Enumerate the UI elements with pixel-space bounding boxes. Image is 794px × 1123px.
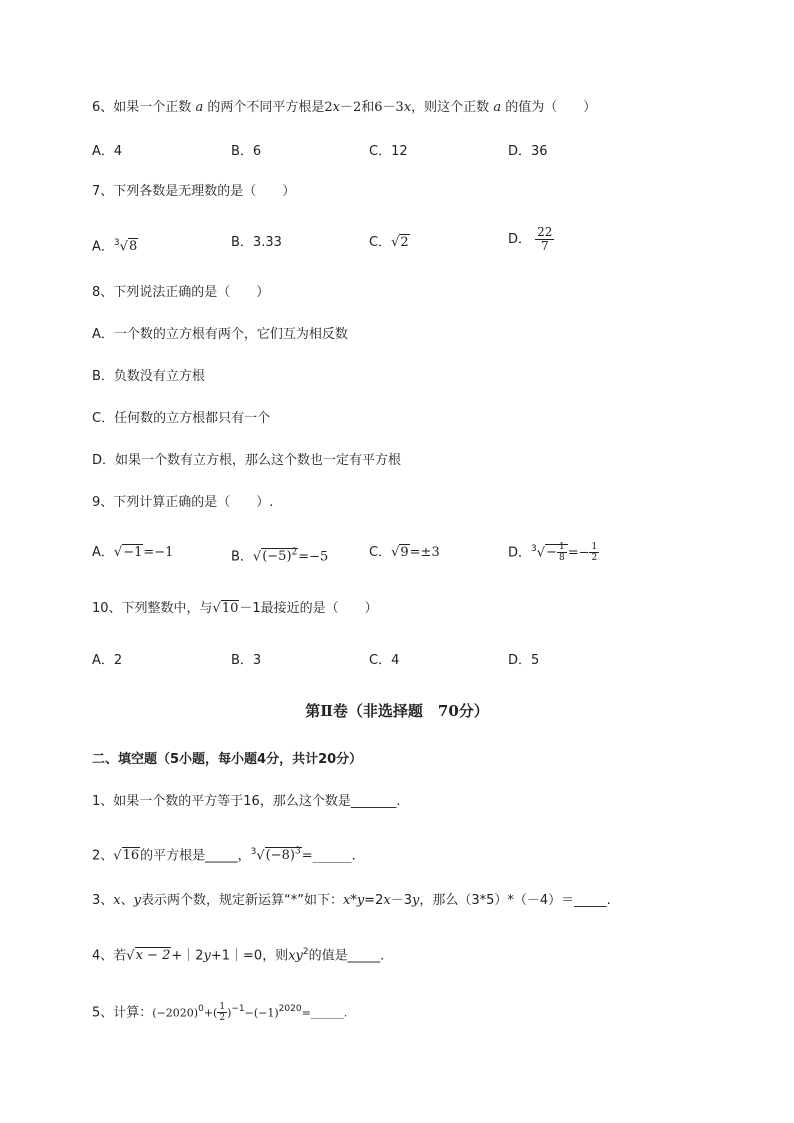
f5-minus: −(−1) xyxy=(244,1006,279,1020)
radical-sign-icon: √ xyxy=(252,549,262,565)
q9-d-radicand-group xyxy=(545,542,568,564)
q7-d-denominator: 7 xyxy=(540,239,549,253)
f4-tail: 的值是_____. xyxy=(308,948,385,964)
f3-definition: x*y xyxy=(342,893,365,908)
f5-numerator: 1 xyxy=(219,1002,226,1013)
q9-c-radicand: 9 xyxy=(400,545,409,560)
q7-option-d[interactable] xyxy=(508,226,554,253)
f3-minus: －3 xyxy=(390,893,412,908)
f5-exp3: 2020 xyxy=(278,1004,302,1014)
f5-denominator: 2 xyxy=(219,1013,226,1024)
fill-question-1: 1、如果一个数的平方等于16，那么这个数是_______. xyxy=(92,794,401,809)
fill-question-2 xyxy=(92,843,356,865)
radical-sign-icon: √ xyxy=(536,545,546,561)
f4-abs-open: +｜2 xyxy=(171,948,204,964)
q9-d-result-fraction xyxy=(589,542,599,563)
radical-sign-icon: √ xyxy=(391,545,400,560)
f3-var-y-2: y xyxy=(411,893,420,908)
q6-text2: 的两个不同平方根是 xyxy=(207,100,325,115)
q9-d-denominator: 8 xyxy=(558,553,565,564)
q6-expr1-var: x xyxy=(332,100,340,115)
f3-var-x: x xyxy=(113,893,121,908)
q10-text2: －1最接近的是（ ） xyxy=(239,601,378,616)
q6-expr1-coef: 2 xyxy=(324,100,333,115)
q6-var-a-2: a xyxy=(493,100,502,115)
fill-question-4 xyxy=(92,943,384,965)
q9-b-radicand-group xyxy=(261,548,298,564)
q7-option-b[interactable]: B．3.33 xyxy=(231,235,282,250)
f5-tail: =______. xyxy=(301,1006,348,1020)
q9-option-d[interactable] xyxy=(508,540,599,563)
q7-d-label: D． xyxy=(508,232,532,247)
question-10-stem xyxy=(92,600,378,618)
q9-d-equals: =− xyxy=(567,545,590,561)
q10-option-c[interactable]: C．4 xyxy=(369,653,400,668)
q8-option-a[interactable]: A．一个数的立方根有两个，它们互为相反数 xyxy=(92,327,348,342)
f3-tail: ，那么（3*5）*（－4）＝_____. xyxy=(419,893,611,908)
question-6-stem xyxy=(92,99,596,117)
q9-a-label: A． xyxy=(92,545,114,560)
q9-option-a[interactable] xyxy=(92,544,173,562)
q6-expr1-const: －2 xyxy=(339,100,362,115)
question-9-stem: 9、下列计算正确的是（ ）. xyxy=(92,495,274,510)
q7-d-fraction xyxy=(535,226,554,253)
f3-number: 3、 xyxy=(92,893,114,908)
q10-option-d[interactable]: D．5 xyxy=(508,653,540,668)
q8-option-b[interactable]: B．负数没有立方根 xyxy=(92,369,205,384)
part-2-title: 第Ⅱ卷（非选择题 70分） xyxy=(305,702,489,720)
f5-close: ) xyxy=(227,1006,232,1020)
question-8-stem: 8、下列说法正确的是（ ） xyxy=(92,285,270,300)
f2-root-index: 3 xyxy=(250,847,257,857)
radical-sign-icon: √ xyxy=(212,601,221,616)
q9-d-sign: − xyxy=(546,545,557,561)
fill-question-5 xyxy=(92,1000,347,1023)
q10-option-a[interactable]: A．2 xyxy=(92,653,123,668)
f2-text: 的平方根是_____， xyxy=(140,848,251,864)
f3-text: 表示两个数，规定新运算“*”如下： xyxy=(141,893,343,908)
q6-text4: 的值为（ ） xyxy=(505,100,597,115)
q9-c-rhs: =±3 xyxy=(409,545,440,560)
radical-sign-icon: √ xyxy=(119,239,128,255)
q9-d-numerator: 1 xyxy=(558,542,565,553)
f2-exponent: 3 xyxy=(294,847,301,857)
q9-a-rhs: =−1 xyxy=(143,545,174,560)
q6-text3: ，则这个正数 xyxy=(411,100,490,115)
q9-d-label: D． xyxy=(508,545,532,561)
q6-and: 和 xyxy=(361,100,375,115)
f5-exp2: −1 xyxy=(231,1004,245,1014)
q9-a-radicand: −1 xyxy=(123,545,143,560)
q8-option-d[interactable]: D．如果一个数有立方根，那么这个数也一定有平方根 xyxy=(92,453,402,468)
f5-plus: +( xyxy=(203,1006,218,1020)
q7-c-label: C． xyxy=(369,235,392,250)
q7-c-radicand: 2 xyxy=(400,235,409,250)
q9-d-result-denominator: 2 xyxy=(591,553,598,564)
f4-text1: 4、若 xyxy=(92,948,127,964)
q7-option-c[interactable] xyxy=(369,234,410,252)
q6-option-b[interactable]: B．6 xyxy=(231,144,262,159)
radical-sign-icon: √ xyxy=(256,848,265,864)
f2-number: 2、 xyxy=(92,848,114,864)
q6-number: 6、 xyxy=(92,100,114,115)
f2-radicand-1: 16 xyxy=(122,848,140,864)
q9-d-root-index: 3 xyxy=(531,544,537,554)
f3-var-x-2: x xyxy=(383,893,391,908)
q6-option-d[interactable]: D．36 xyxy=(508,144,548,159)
q9-d-result-numerator: 1 xyxy=(591,542,598,553)
q6-var-a: a xyxy=(195,100,204,115)
f5-base1: (−2020) xyxy=(152,1006,199,1020)
f3-eq: =2 xyxy=(364,893,384,908)
q7-option-a[interactable] xyxy=(92,234,138,256)
f3-var-y: y xyxy=(133,893,141,908)
f4-var-y: y xyxy=(203,948,211,964)
radical-sign-icon: √ xyxy=(113,848,122,864)
f5-exp1: 0 xyxy=(198,1004,204,1014)
f3-sep: 、 xyxy=(120,893,134,908)
q9-b-exponent: 2 xyxy=(291,548,298,558)
f5-fraction xyxy=(217,1002,227,1023)
f4-xy: xy xyxy=(288,948,303,964)
radical-sign-icon: √ xyxy=(113,545,123,560)
q7-d-numerator: 22 xyxy=(537,225,553,239)
q7-a-root-index: 3 xyxy=(113,238,120,248)
q10-text1: 10、下列整数中，与 xyxy=(92,601,213,616)
q9-option-c[interactable] xyxy=(369,544,440,562)
q9-c-label: C． xyxy=(369,545,392,560)
f4-exponent: 2 xyxy=(302,947,309,957)
q7-a-label: A． xyxy=(92,239,114,255)
f2-tail: =______. xyxy=(301,848,356,864)
f2-radicand-2: (−8) xyxy=(265,848,295,864)
question-7-stem: 7、下列各数是无理数的是（ ） xyxy=(92,184,296,199)
q9-d-fraction xyxy=(557,542,567,563)
q6-text: 如果一个正数 xyxy=(113,100,192,115)
f4-radicand: x − 2 xyxy=(135,948,171,964)
q9-option-b[interactable] xyxy=(231,544,328,566)
f5-text: 5、计算： xyxy=(92,1005,153,1021)
f4-text2: +1｜=0，则 xyxy=(210,948,289,964)
q6-expr2-var: x xyxy=(403,100,412,115)
q9-b-radicand: (−5) xyxy=(262,549,292,565)
q9-b-rhs: =−5 xyxy=(298,549,329,565)
q6-option-c[interactable]: C．12 xyxy=(369,144,408,159)
q6-option-a[interactable]: A．4 xyxy=(92,144,123,159)
q7-a-radicand: 8 xyxy=(128,239,138,255)
q8-option-c[interactable]: C．任何数的立方根都只有一个 xyxy=(92,411,271,426)
fill-in-section-heading: 二、填空题（5小题，每小题4分，共计20分） xyxy=(92,752,363,767)
fill-question-3 xyxy=(92,892,611,910)
q10-option-b[interactable]: B．3 xyxy=(231,653,262,668)
q9-b-label: B． xyxy=(231,549,253,565)
q10-radicand: 10 xyxy=(221,601,239,616)
f2-radicand-2-group xyxy=(265,847,302,863)
radical-sign-icon: √ xyxy=(126,948,135,964)
radical-sign-icon: √ xyxy=(391,235,400,250)
q6-expr2: 6－3 xyxy=(374,100,404,115)
